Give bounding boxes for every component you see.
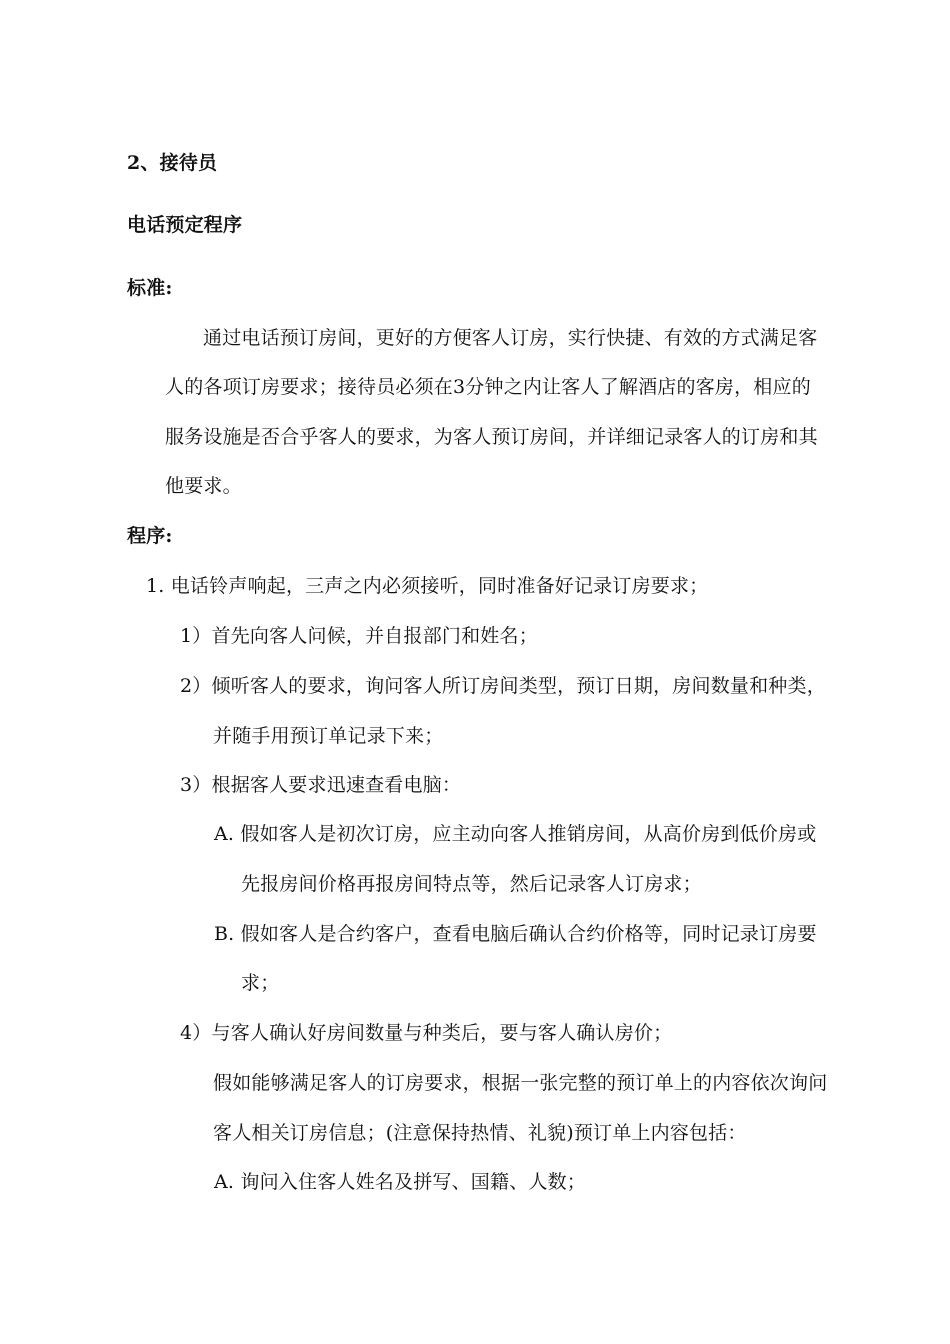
standard-paragraph-line: 人的各项订房要求；接待员必须在3分钟之内让客人了解酒店的客房，相应的 [165,376,811,398]
procedure-substep-2-cont: 并随手用预订单记录下来； [213,725,444,747]
procedure-substep-4-note: 假如能够满足客人的订房要求，根据一张完整的预订单上的内容依次询问 [213,1072,828,1094]
standard-paragraph-line: 通过电话预订房间，更好的方便客人订房，实行快捷、有效的方式满足客 [203,327,818,349]
page-title: 电话预定程序 [127,214,243,236]
standard-paragraph-line: 服务设施是否合乎客人的要求，为客人预订房间，并详细记录客人的订房和其 [165,426,818,448]
section-heading: 2、接待员 [127,152,218,174]
procedure-substep-4-note-cont: 客人相关订房信息；(注意保持热情、礼貌)预订单上内容包括： [213,1122,747,1144]
procedure-step-1: 1. 电话铃声响起，三声之内必须接听，同时准备好记录订房要求； [146,575,709,597]
procedure-substep-3-b-cont: 求； [241,972,280,994]
procedure-substep-1: 1）首先向客人问候，并自报部门和姓名； [180,625,538,647]
procedure-substep-3: 3）根据客人要求迅速查看电脑： [180,774,462,796]
procedure-substep-3-b: B. 假如客人是合约客户，查看电脑后确认合约价格等，同时记录订房要 [214,923,817,945]
standard-label: 标准: [127,277,173,299]
procedure-substep-3-a-cont: 先报房间价格再报房间特点等，然后记录客人订房求； [241,873,702,895]
procedure-substep-2: 2）倾听客人的要求，询问客人所订房间类型，预订日期，房间数量和种类， [180,675,826,697]
procedure-label: 程序: [127,525,173,547]
standard-paragraph-line: 他要求。 [165,475,242,497]
procedure-substep-4-a: A. 询问入住客人姓名及拼写、国籍、人数； [214,1171,587,1193]
procedure-substep-4: 4）与客人确认好房间数量与种类后，要与客人确认房价； [180,1022,673,1044]
procedure-substep-3-a: A. 假如客人是初次订房，应主动向客人推销房间，从高价房到低价房或 [214,823,817,845]
